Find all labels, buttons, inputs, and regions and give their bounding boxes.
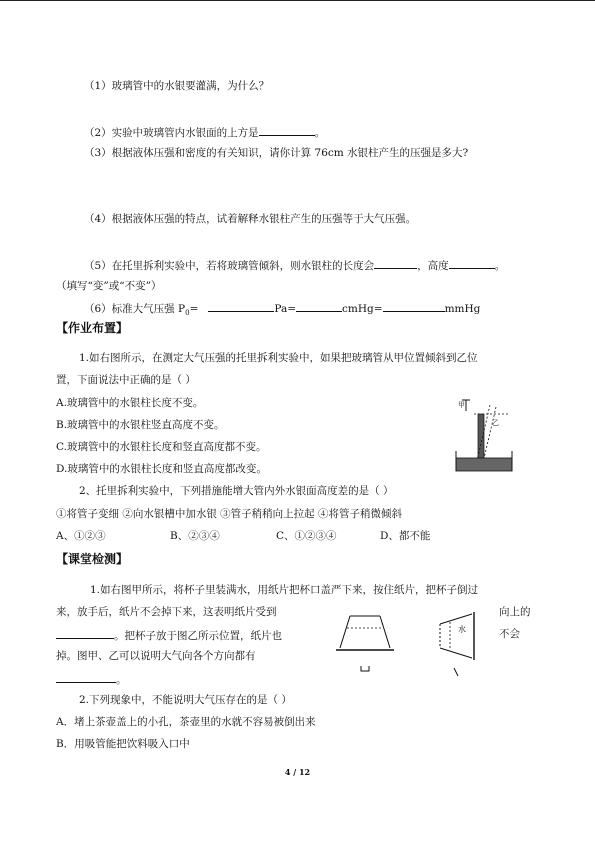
answer-blank [56,627,114,639]
classtest-problem-1-line-5 [56,671,127,687]
classtest-problem-2-option-a: A．堵上茶壶盖上的小孔，茶壶里的水就不容易被倒出来 [56,716,316,728]
classtest-problem-1-line-1: 1.如右图甲所示，将杯子里装满水，用纸片把杯口盖严下来，按住纸片，把杯子倒过 [90,584,479,596]
page-number: 4 / 12 [284,767,311,777]
sideways-cup-figure [428,608,496,678]
answer-blank [56,671,116,683]
question-2-end: 。 [314,127,326,139]
fig-label-water: 水 [458,625,466,634]
classtest-problem-1-line-3-text: 。把杯子放于图乙所示位置，纸片也 [114,630,282,642]
classtest-problem-1-line-3-right: 不会 [499,628,520,640]
answer-blank [374,257,417,269]
homework-option-c: C.玻璃管中的水银柱长度和竖直高度都不变。 [56,441,267,453]
question-3: （3）根据液体压强和密度的有关知识，请你计算 76cm 水银柱产生的压强是多大? [84,147,469,159]
fig-label-yi: 乙 [492,419,499,427]
homework-option-b: B.玻璃管中的水银柱竖直高度不变。 [56,419,225,431]
question-5-text: （5）在托里拆利实验中，若将玻璃管倾斜，则水银柱的长度会 [84,260,375,272]
question-6-cmhg: cmHg= [342,303,383,315]
inverted-cup-figure [334,610,396,674]
classtest-problem-1-line-3 [56,627,282,643]
homework-problem-2-stem: 2、托里拆利实验中，下列措施能增大管内外水银面高度差的是（ ） [79,485,394,497]
classtest-problem-1-line-2-right: 向上的 [499,606,531,618]
question-1: （1）玻璃管中的水银要灌满，为什么？ [84,80,270,92]
question-6-text: （6）标准大气压强 P [84,303,186,315]
question-5-note: （填写“变”或“不变”） [56,280,162,292]
answer-blank [259,124,315,136]
page-top-rule [0,0,595,1]
homework-heading: 【作业布置】 [56,321,129,335]
answer-blank [208,300,274,312]
question-5-end: 。 [494,260,506,272]
homework-problem-2-option-b: B、②③④ [170,530,220,542]
question-4: （4）根据液体压强的特点，试着解释水银柱产生的压强等于大气压强。 [84,213,417,225]
homework-option-d: D.玻璃管中的水银柱长度和竖直高度都改变。 [56,463,267,475]
classtest-problem-2-stem: 2.下列现象中，不能说明大气压存在的是（ ） [79,694,292,706]
homework-problem-2-option-d: D、都不能 [380,530,431,542]
homework-problem-2-option-c: C、①②③④ [276,530,337,542]
question-5 [84,257,505,273]
classtest-heading: 【课堂检测】 [56,552,129,566]
homework-problem-2-option-a: A、①②③ [56,530,106,542]
question-5-text-2: ，高度 [417,260,449,272]
classtest-problem-1-line-2: 来，放手后，纸片不会掉下来，这表明纸片受到 [56,606,277,618]
homework-problem-2-measures: ①将管子变细 ②向水银槽中加水银 ③管子稍稍向上拉起 ④将管子稍微倾斜 [56,508,403,520]
question-6-pa: Pa= [274,303,297,315]
question-2 [84,124,325,140]
classtest-problem-1-line-4: 掉。图甲、乙可以说明大气向各个方向都有 [56,650,256,662]
classtest-problem-2-option-b: B．用吸管能把饮料吸入口中 [56,738,190,750]
question-2-text: （2）实验中玻璃管内水银面的上方是 [84,127,259,139]
fig-label-jia: 甲 [458,401,465,409]
question-6 [84,300,480,320]
question-6-subscript: 0 [185,309,190,318]
question-6-mmhg: mmHg [444,303,481,315]
answer-blank [449,257,495,269]
homework-problem-1-stem-2: 置，下面说法中正确的是（ ） [56,374,196,386]
torricelli-tube-figure [452,395,514,475]
answer-blank [383,300,445,312]
classtest-problem-1-line-5-text: 。 [116,674,127,686]
homework-problem-1-stem: 1.如右图所示，在测定大气压强的托里拆利实验中，如果把玻璃管从甲位置倾斜到乙位 [79,352,478,364]
answer-blank [296,300,342,312]
homework-option-a: A.玻璃管中的水银柱长度不变。 [56,397,204,409]
question-6-eq: = [189,303,199,315]
